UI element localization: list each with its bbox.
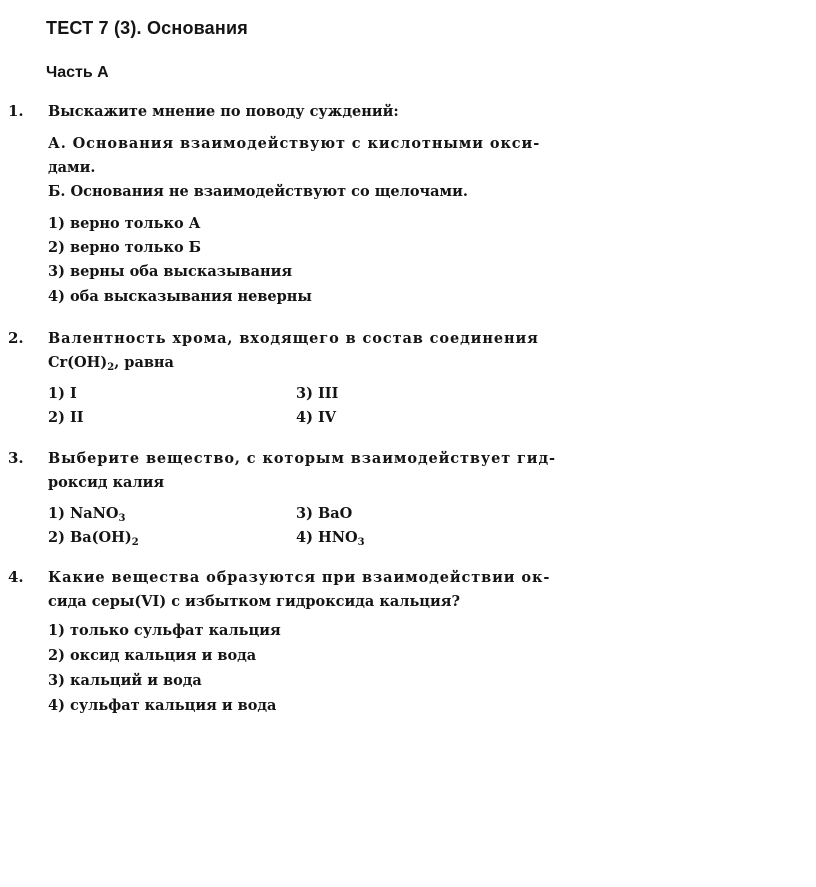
answer-option [48, 528, 139, 548]
answer-option [296, 528, 365, 548]
answer-option: 3) верны оба высказывания [48, 263, 293, 280]
question-text-line2: сида серы(VI) с избытком гидроксида кальция? [48, 593, 460, 610]
question-text-line1: Выберите вещество, с которым взаимодействует гид- [48, 450, 556, 467]
formula-subscript: 2 [131, 537, 139, 548]
answer-option: 1) верно только А [48, 215, 201, 232]
option-text: 2) Ba(OH) [48, 529, 132, 546]
answer-option: 1) только сульфат кальция [48, 622, 281, 639]
question-number: 4. [8, 568, 24, 586]
question-number: 3. [8, 449, 24, 467]
question-text-line1: Валентность хрома, входящего в состав соединения [48, 330, 539, 347]
chem-formula: Cr(OH) [48, 354, 108, 371]
formula-subscript: 3 [118, 513, 126, 524]
part-heading: Часть А [46, 64, 109, 81]
test-title: ТЕСТ 7 (3). Основания [46, 18, 248, 38]
answer-option: 3) BaO [296, 505, 353, 522]
statement-a-line1: А. Основания взаимодействуют с кислотными окси- [48, 135, 541, 152]
question-text-line2 [48, 353, 542, 373]
question-text-line2: роксид калия [48, 474, 165, 491]
answer-option: 4) IV [296, 409, 337, 426]
answer-option: 3) кальций и вода [48, 672, 202, 689]
question-number: 2. [8, 329, 24, 347]
statement-a-line2: дами. [48, 159, 96, 176]
question-text-line1: Какие вещества образуются при взаимодействии ок- [48, 569, 551, 586]
option-text: 1) NaNO [48, 505, 119, 522]
answer-option: 2) оксид кальция и вода [48, 647, 257, 664]
answer-option: 3) III [296, 385, 339, 402]
question-prompt: Выскажите мнение по поводу суждений: [48, 103, 399, 120]
option-text: 4) HNO [296, 529, 358, 546]
answer-option: 2) II [48, 409, 84, 426]
answer-option: 2) верно только Б [48, 239, 202, 256]
answer-option: 1) I [48, 385, 77, 402]
formula-subscript: 2 [107, 362, 115, 373]
question-number: 1. [8, 102, 24, 120]
answer-option: 4) оба высказывания неверны [48, 288, 312, 305]
answer-option [48, 504, 126, 524]
question-text-rest: , равна [114, 354, 174, 371]
statement-b: Б. Основания не взаимодействуют со щелочами. [48, 183, 468, 200]
formula-subscript: 3 [357, 537, 365, 548]
answer-option: 4) сульфат кальция и вода [48, 697, 277, 714]
